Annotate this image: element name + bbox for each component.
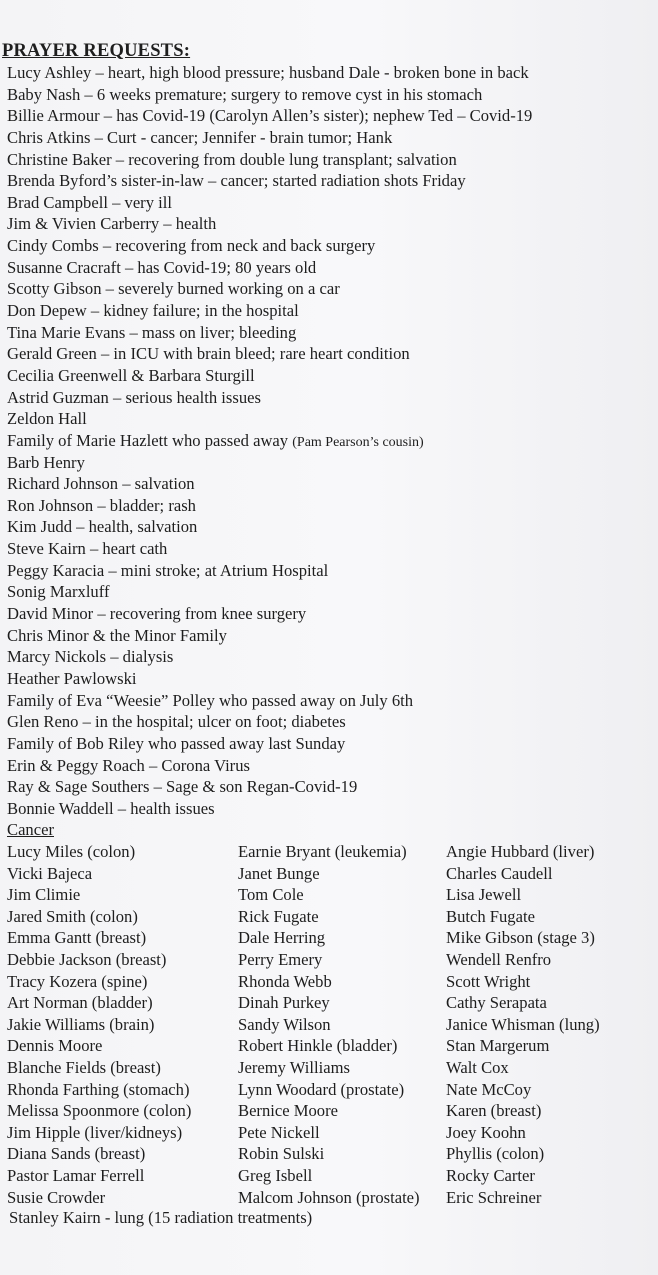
request-line: Kim Judd – health, salvation xyxy=(7,517,198,537)
cancer-list-item: Melissa Spoonmore (colon) xyxy=(7,1101,192,1121)
request-line: Steve Kairn – heart cath xyxy=(7,539,168,559)
request-line: Family of Bob Riley who passed away last Sunday xyxy=(7,733,346,753)
request-line: Chris Atkins – Curt - cancer; Jennifer - brain tumor; Hank xyxy=(7,127,393,147)
cancer-list-item: Jakie Williams (brain) xyxy=(7,1014,155,1034)
cancer-list-item: Dennis Moore xyxy=(7,1036,103,1056)
cancer-list-item: Vicki Bajeca xyxy=(7,863,93,883)
cancer-list-item: Wendell Renfro xyxy=(446,949,552,969)
cancer-list-item: Scott Wright xyxy=(446,971,531,991)
request-line: Bonnie Waddell – health issues xyxy=(7,798,215,818)
request-line: Barb Henry xyxy=(7,452,85,472)
request-line: Ron Johnson – bladder; rash xyxy=(7,495,196,515)
request-line: Astrid Guzman – serious health issues xyxy=(7,387,261,407)
cancer-list-item: Butch Fugate xyxy=(446,906,535,926)
cancer-list-item: Janice Whisman (lung) xyxy=(446,1014,600,1034)
cancer-list-item: Dinah Purkey xyxy=(238,993,330,1013)
request-line: Chris Minor & the Minor Family xyxy=(7,625,227,645)
request-line: Cindy Combs – recovering from neck and back surgery xyxy=(7,236,376,256)
cancer-list-item: Pastor Lamar Ferrell xyxy=(7,1165,145,1185)
cancer-list-item: Sandy Wilson xyxy=(238,1014,331,1034)
cancer-list-item: Jim Climie xyxy=(7,885,81,905)
cancer-list-item: Robert Hinkle (bladder) xyxy=(238,1036,398,1056)
request-line: Heather Pawlowski xyxy=(7,668,137,688)
cancer-section-heading: Cancer xyxy=(7,820,54,839)
request-line: Lucy Ashley – heart, high blood pressure; husband Dale - broken bone in back xyxy=(7,63,529,82)
cancer-list-item: Greg Isbell xyxy=(238,1165,313,1185)
request-line: Gerald Green – in ICU with brain bleed; rare heart condition xyxy=(7,344,410,364)
cancer-list-item: Joey Koohn xyxy=(446,1122,526,1142)
cancer-list-item: Karen (breast) xyxy=(446,1101,542,1121)
request-line: Don Depew – kidney failure; in the hospital xyxy=(7,301,299,321)
cancer-list-item: Bernice Moore xyxy=(238,1101,338,1121)
request-note: (Pam Pearson’s cousin) xyxy=(292,434,424,450)
cancer-list-item: Jim Hipple (liver/kidneys) xyxy=(7,1122,183,1142)
cancer-list-item: Walt Cox xyxy=(446,1057,509,1077)
page-title: PRAYER REQUESTS: xyxy=(2,41,191,61)
cancer-list-item: Tracy Kozera (spine) xyxy=(7,971,148,991)
request-line: Tina Marie Evans – mass on liver; bleeding xyxy=(7,322,297,342)
request-line: Family of Eva “Weesie” Polley who passed away on July 6th xyxy=(7,690,414,710)
cancer-list-item: Malcom Johnson (prostate) xyxy=(238,1187,420,1207)
cancer-list-item: Dale Herring xyxy=(238,928,326,948)
cancer-list-item: Rocky Carter xyxy=(446,1165,535,1185)
request-line: Scotty Gibson – severely burned working on a car xyxy=(7,279,340,299)
request-line: Marcy Nickols – dialysis xyxy=(7,647,174,667)
cancer-list-item: Rhonda Webb xyxy=(238,971,332,991)
cancer-list-item: Blanche Fields (breast) xyxy=(7,1057,161,1077)
cancer-list-item: Jared Smith (colon) xyxy=(7,906,138,926)
request-line: Christine Baker – recovering from double lung transplant; salvation xyxy=(7,149,457,169)
cancer-column-2 xyxy=(238,841,420,1208)
cancer-list-item: Debbie Jackson (breast) xyxy=(7,949,167,969)
request-text: Family of Marie Hazlett who passed away xyxy=(7,430,289,450)
request-line: Ray & Sage Southers – Sage & son Regan-Covid-19 xyxy=(7,777,358,797)
cancer-list-item: Perry Emery xyxy=(238,949,323,969)
cancer-list-item: Pete Nickell xyxy=(238,1122,320,1142)
cancer-list-item: Cathy Serapata xyxy=(446,993,547,1013)
request-line: Billie Armour – has Covid-19 (Carolyn Allen’s sister); nephew Ted – Covid-19 xyxy=(7,106,533,126)
final-request-line: Stanley Kairn - lung (15 radiation treatments) xyxy=(9,1208,313,1227)
cancer-list-item: Angie Hubbard (liver) xyxy=(446,842,595,861)
cancer-list-item: Phyllis (colon) xyxy=(446,1144,545,1164)
request-line: Zeldon Hall xyxy=(7,409,87,429)
cancer-list-item: Emma Gantt (breast) xyxy=(7,928,147,948)
cancer-list-item: Mike Gibson (stage 3) xyxy=(446,928,595,948)
request-line: David Minor – recovering from knee surgery xyxy=(7,604,307,624)
cancer-list-item: Rick Fugate xyxy=(238,906,319,926)
request-line: Richard Johnson – salvation xyxy=(7,474,195,494)
cancer-list-item: Diana Sands (breast) xyxy=(7,1144,146,1164)
cancer-list-item: Lisa Jewell xyxy=(446,885,522,905)
cancer-list-item: Janet Bunge xyxy=(238,863,320,883)
cancer-list-item: Nate McCoy xyxy=(446,1079,532,1099)
request-line: Peggy Karacia – mini stroke; at Atrium Hospital xyxy=(7,560,329,580)
request-line: Cecilia Greenwell & Barbara Sturgill xyxy=(7,365,255,385)
prayer-request-list xyxy=(7,62,652,819)
cancer-list-item: Eric Schreiner xyxy=(446,1187,542,1207)
cancer-list-item: Art Norman (bladder) xyxy=(7,993,153,1013)
request-line-hazlett xyxy=(7,430,652,452)
cancer-list-item: Lynn Woodard (prostate) xyxy=(238,1079,405,1099)
cancer-list-item: Robin Sulski xyxy=(238,1144,325,1164)
cancer-list-item: Lucy Miles (colon) xyxy=(7,842,136,861)
request-line: Baby Nash – 6 weeks premature; surgery to remove cyst in his stomach xyxy=(7,84,483,104)
cancer-list-item: Charles Caudell xyxy=(446,863,553,883)
cancer-column-3 xyxy=(446,841,600,1208)
cancer-list-item: Earnie Bryant (leukemia) xyxy=(238,842,407,861)
cancer-list-item: Rhonda Farthing (stomach) xyxy=(7,1079,190,1099)
request-line: Susanne Cracraft – has Covid-19; 80 years old xyxy=(7,257,317,277)
cancer-list-item: Stan Margerum xyxy=(446,1036,550,1056)
cancer-list-item: Jeremy Williams xyxy=(238,1057,350,1077)
request-line: Erin & Peggy Roach – Corona Virus xyxy=(7,755,250,775)
request-line: Jim & Vivien Carberry – health xyxy=(7,214,217,234)
request-line: Glen Reno – in the hospital; ulcer on foot; diabetes xyxy=(7,712,346,732)
request-line: Sonig Marxluff xyxy=(7,582,110,602)
cancer-list-item: Tom Cole xyxy=(238,885,304,905)
request-line: Brad Campbell – very ill xyxy=(7,192,172,212)
cancer-column-1 xyxy=(7,841,191,1208)
cancer-list-item: Susie Crowder xyxy=(7,1187,106,1207)
request-line: Brenda Byford’s sister-in-law – cancer; started radiation shots Friday xyxy=(7,171,466,191)
